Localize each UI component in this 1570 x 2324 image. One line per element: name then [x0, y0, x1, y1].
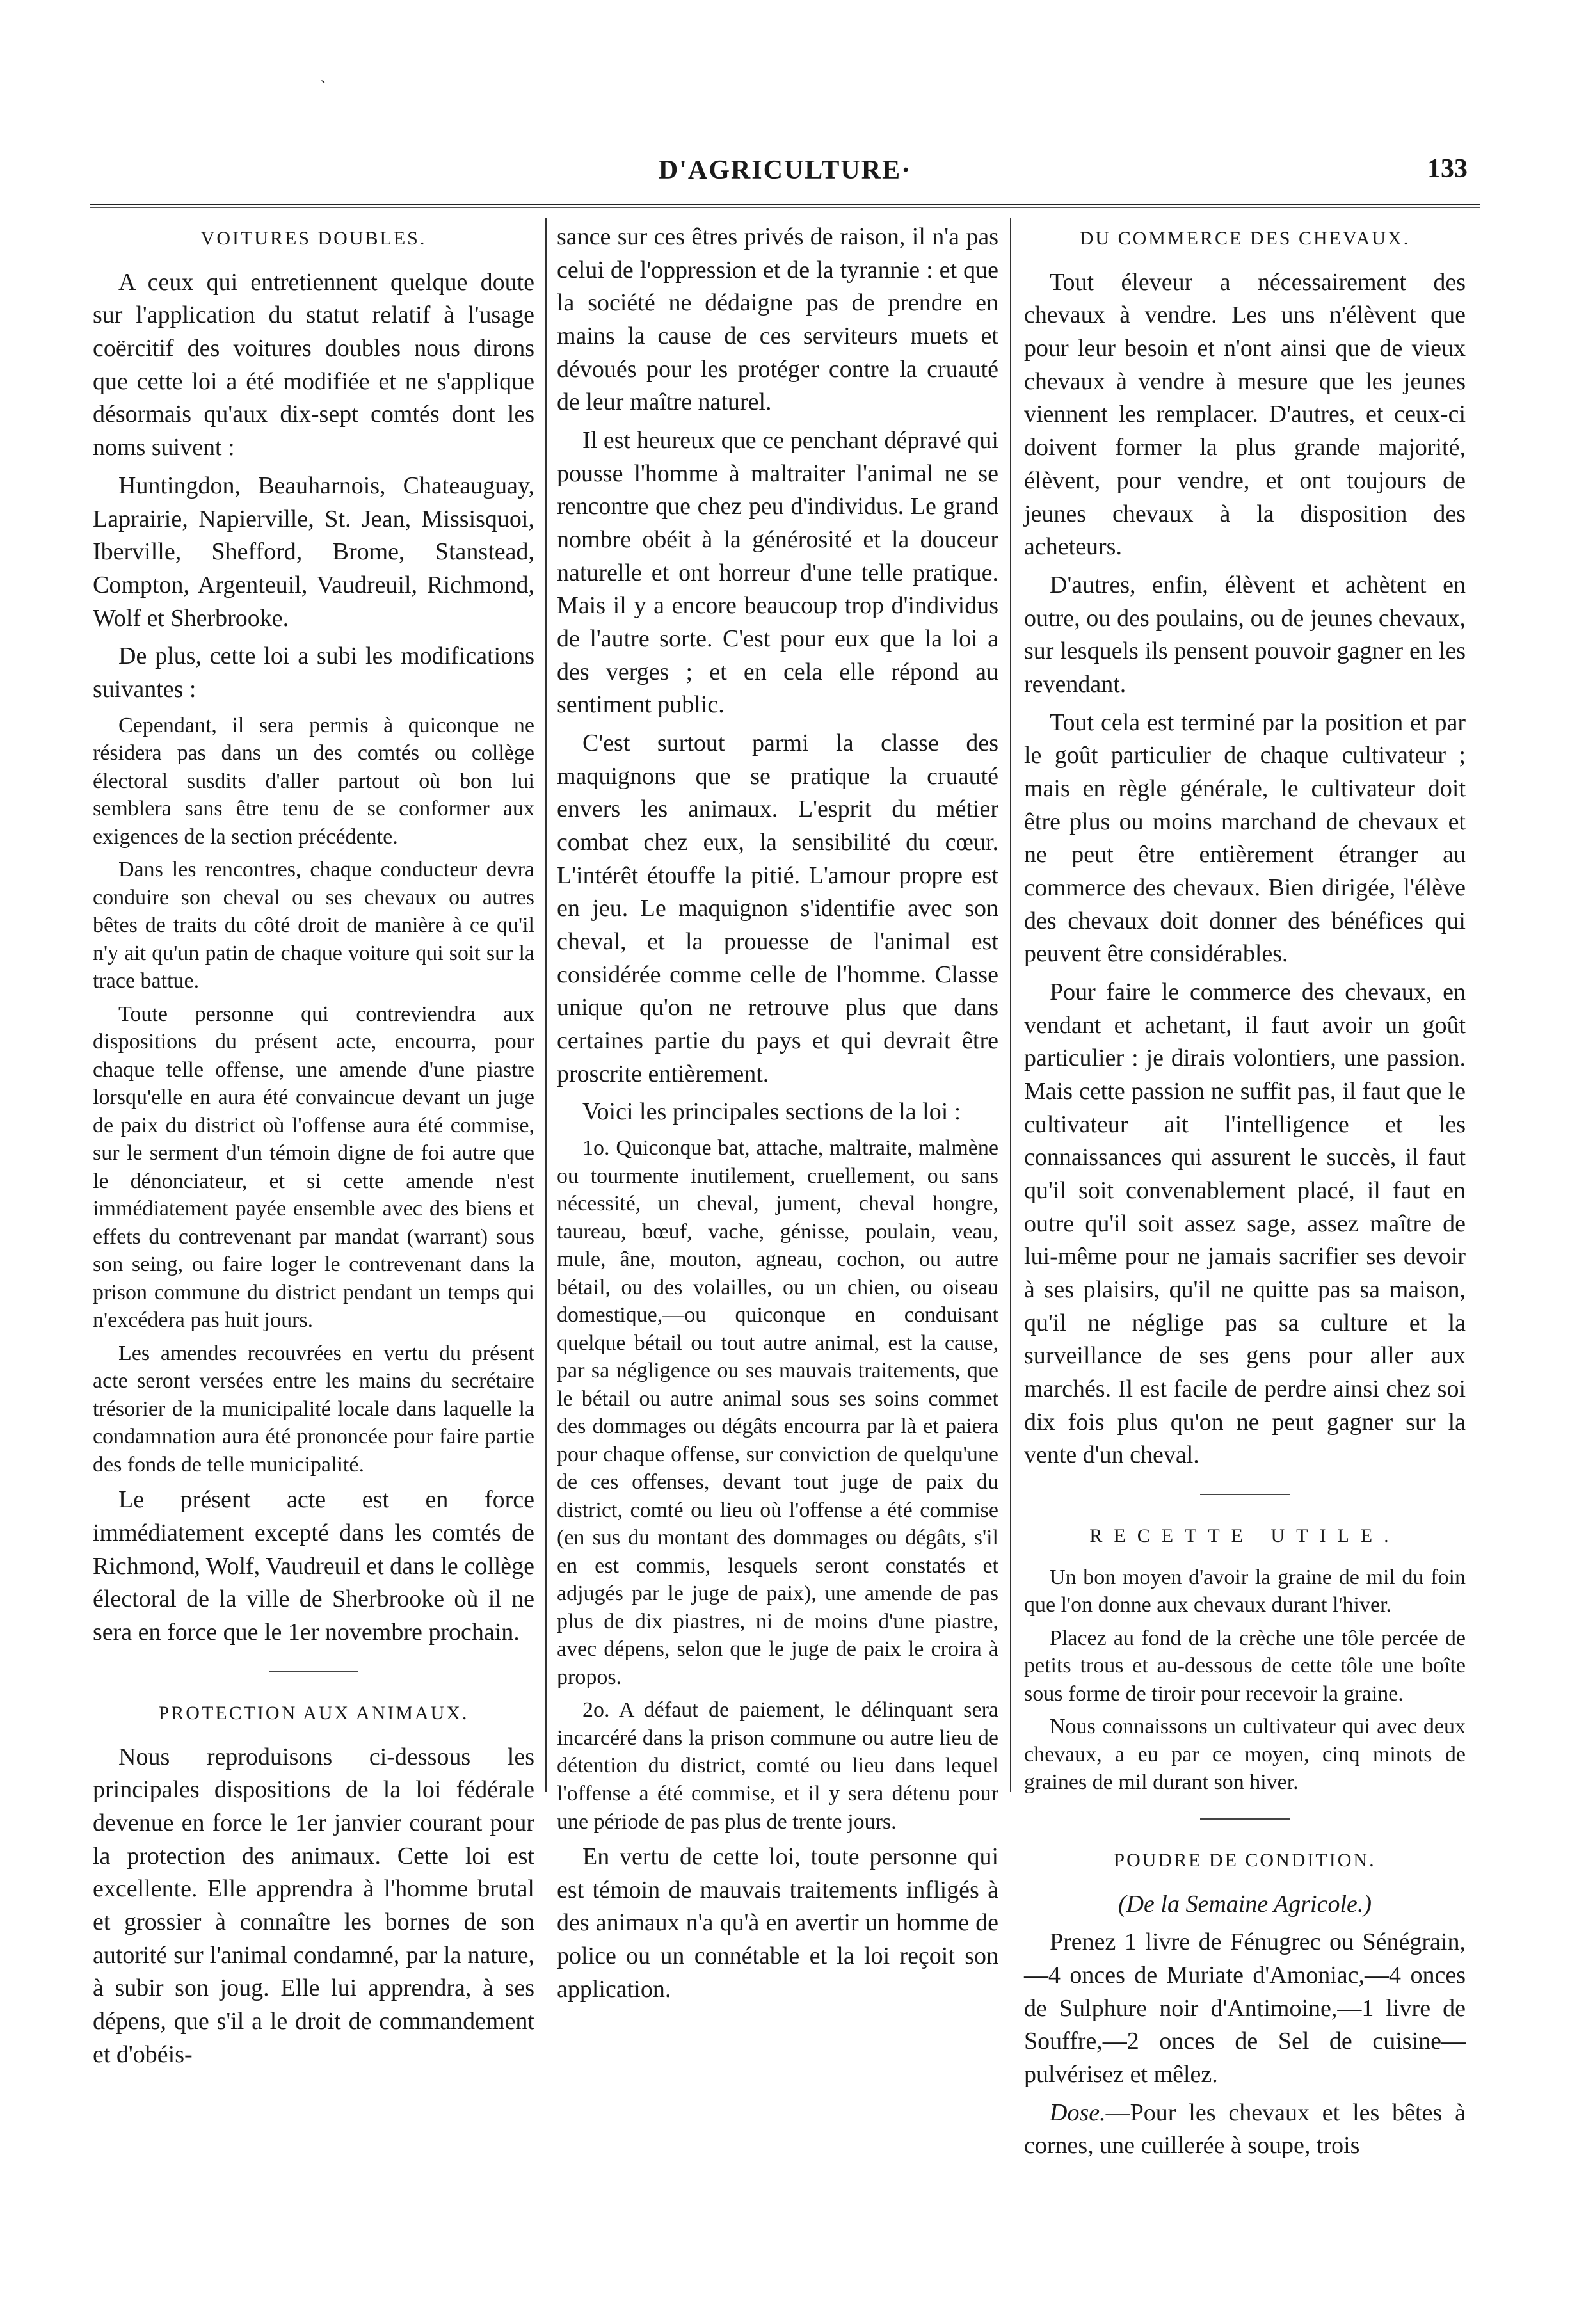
paragraph: sance sur ces êtres privés de raison, il n'a pas celui de l'oppression et de la tyrannie : et que la société ne dédaigne pas de prendre en mains la cause de ces serviteurs muets et dévoués pour les protéger contre la cruauté de leur maître naturel.	[557, 223, 998, 416]
column-divider	[545, 218, 547, 1792]
paragraph: Il est heureux que ce penchant dépravé qui pousse l'homme à maltraiter l'animal ne se rencontre que chez peu d'individus. Le grand nombre obéit à la générosité et la douceur naturelle et ont horreur d'une telle pratique. Mais il y a encore beaucoup trop d'individus de l'autre sorte. C'est pour eux que la loi a des verges ; et en cela elle répond au sentiment public.	[557, 427, 998, 719]
page-number: 133	[1427, 154, 1468, 184]
column-1	[93, 221, 534, 2076]
paragraph: Voici les principales sections de la loi :	[582, 1098, 961, 1126]
article-title-commerce: DU COMMERCE DES CHEVAUX.	[1079, 228, 1411, 249]
running-title: D'AGRICULTURE·	[658, 156, 912, 185]
column-2	[557, 221, 998, 2011]
paragraph: Prenez 1 livre de Fénugrec ou Sénégrain,—4 onces de Muriate d'Amoniac,—4 onces de Sulphure noir d'Antimoine,—1 livre de Souffre,—2 onces de Sel de cuisine—pulvérisez et mêlez.	[1024, 1928, 1466, 2088]
paragraph: Nous reproduisons ci-dessous les principales dispositions de la loi fédérale devenue en force le 1er janvier courant pour la protection des animaux. Cette loi est excellente. Elle apprendra à l'homme brutal et grossier à connaître les bornes de son autorité sur l'animal condamné, par la nature, à subir son joug. Elle lui apprendra, à ses dépens, que s'il a le droit de commandement et d'obéis-	[93, 1743, 534, 2068]
paragraph: Pour faire le commerce des chevaux, en vendant et achetant, il faut avoir un goût particulier : je dirais volontiers, une passion. Mais cette passion ne suffit pas, il faut que le cultivateur ait l'intelligence et les connaissances qui assurent le succès, il faut qu'il soit convenablement placé, il faut en outre qu'il soit assez sage, assez maître de lui-même pour ne jamais sacrifier ses devoir à ses plaisirs, qu'il ne quitte pas sa maison, qu'il ne néglige pas sa culture et la surveillance de ses gens pour aller aux marchés. Il est facile de perdre ainsi chez soi dix fois plus qu'on ne peut gagner sur la vente d'un cheval.	[1024, 978, 1466, 1469]
paragraph: De plus, cette loi a subi les modifications suivantes :	[93, 643, 534, 703]
paragraph: Huntingdon, Beauharnois, Chateauguay, Laprairie, Napierville, St. Jean, Missisquoi, Iberville, Shefford, Brome, Stanstead, Compton, Argenteuil, Vaudreuil, Richmond, Wolf et Sherbrooke.	[93, 472, 534, 632]
paragraph: C'est surtout parmi la classe des maquignons que se pratique la cruauté envers les animaux. L'esprit du métier combat chez eux, la sensibilité du cœur. L'intérêt étouffe la pitié. L'amour propre est en jeu. Le maquignon s'identifie avec son cheval, et la prouesse de l'animal est considérée comme celle de l'homme. Classe unique qu'on ne retrouve plus que dans certaines partie du pays et qui devrait être proscrite entièrement.	[557, 730, 998, 1087]
article-title-poudre: POUDRE DE CONDITION.	[1114, 1849, 1376, 1871]
paragraph: D'autres, enfin, élèvent et achètent en outre, ou des poulains, ou de jeunes chevaux, sur lesquels ils pensent pouvoir gagner en les revendant.	[1024, 571, 1466, 698]
article-title-recette: RECETTE UTILE.	[1089, 1525, 1400, 1546]
dose-text: —Pour les chevaux et les bêtes à cornes, une cuillerée à soupe, trois	[1024, 2099, 1466, 2160]
paragraph: Le présent acte est en force immédiatement excepté dans les comtés de Richmond, Wolf, Vaudreuil et dans le collège électoral de la ville de Sherbrooke où il ne sera en force que le 1er novembre prochain.	[93, 1486, 534, 1646]
dose-label: Dose.	[1050, 2099, 1106, 2126]
article-title-protection: PROTECTION AUX ANIMAUX.	[158, 1702, 469, 1724]
column-3	[1024, 221, 1466, 2168]
paragraph: Cependant, il sera permis à quiconque ne résidera pas dans un des comtés ou collège électoral susdits d'aller partout où bon lui semblera sans être tenu de se conformer aux exigences de la section précédente.	[93, 713, 534, 849]
paragraph: 1o. Quiconque bat, attache, maltraite, malmène ou tourmente inutilement, cruellement, ou sans nécessité, un cheval, jument, cheval hongre, taureau, bœuf, vache, génisse, poulain, veau, mule, âne, mouton, agneau, cochon, ou autre bétail, ou des volailles, ou un chien, ou oiseau domestique,—ou quiconque en conduisant quelque bétail ou tout autre animal, est la cause, par sa négligence ou ses mauvais traitements, que le bétail ou autre animal sous ses soins commet des dommages ou dégâts encourra par là et paiera pour chaque offense, sur conviction de quelqu'une de ces offenses, devant tout juge de paix du district, comté ou lieu où l'offense a été commise (en sus du montant des dommages ou dégâts, s'il en est commis, lesquels seront constatés et adjugés par le juge de paix), une amende de pas plus de dix piastres, ni de moins d'une piastre, avec dépens, selon que le juge de paix le croira à propos.	[557, 1136, 998, 1689]
paragraph: Toute personne qui contreviendra aux dispositions du présent acte, encourra, pour chaque telle offense, une amende d'une piastre lorsqu'elle en aura été convaincue devant un juge de paix du district où l'offense aura été commise, sur le serment d'un témoin digne de foi autre que le dénonciateur, et si cette amende n'est immédiatement payée ensemble avec des biens et effets du contrevenant par mandat (warrant) sous son seing, ou faire loger le contrevenant dans la prison commune du district pendant un temps qui n'excédera pas huit jours.	[93, 1002, 534, 1333]
stray-mark: `	[320, 77, 326, 98]
paragraph: Un bon moyen d'avoir la graine de mil du foin que l'on donne aux chevaux durant l'hiver.	[1024, 1565, 1466, 1617]
paragraph: Tout cela est terminé par la position et par le goût particulier de chaque cultivateur ; mais en règle générale, le cultivateur doit être plus ou moins marchand de chevaux et ne peut être entièrement étranger au commerce des chevaux. Bien dirigée, l'élève des chevaux doit donner des bénéfices qui peuvent être considérables.	[1024, 709, 1466, 968]
paragraph: Nous connaissons un cultivateur qui avec deux chevaux, a eu par ce moyen, cinq minots de graines de mil durant son hiver.	[1024, 1715, 1466, 1795]
section-separator	[269, 1671, 358, 1672]
page-header	[90, 148, 1480, 193]
paragraph-dose	[1024, 2097, 1466, 2163]
paragraph: Les amendes recouvrées en vertu du présent acte seront versées entre les mains du secrétaire trésorier de la municipalité locale dans laquelle la condamnation aura été prononcée pour faire partie des fonds de telle municipalité.	[93, 1341, 534, 1477]
paragraph: A ceux qui entretiennent quelque doute sur l'application du statut relatif à l'usage coërcitif des voitures doubles nous dirons que cette loi a été modifiée et ne s'applique désormais qu'aux dix-sept comtés dont les noms suivent :	[93, 268, 534, 461]
paragraph: Tout éleveur a nécessairement des chevaux à vendre. Les uns n'élèvent que pour leur besoin et n'ont ainsi que de vieux chevaux à vendre à mesure que les jeunes viennent les remplacer. D'autres, et ceux-ci doivent former la plus grande majorité, élèvent, pour vendre, et ont toujours de jeunes chevaux à la disposition des acheteurs.	[1024, 268, 1466, 561]
paragraph: En vertu de cette loi, toute personne qui est témoin de mauvais traitements infligés à des animaux n'a qu'à en avertir un homme de police ou un connétable et la loi reçoit son application.	[557, 1843, 998, 2003]
section-separator	[1200, 1818, 1290, 1820]
column-divider	[1010, 218, 1011, 1792]
paragraph: Dans les rencontres, chaque conducteur devra conduire son cheval ou ses chevaux ou autres bêtes de traits du côté droit de manière à ce qu'il n'y ait qu'un patin de chaque voiture qui soit sur la trace battue.	[93, 858, 534, 993]
paragraph: 2o. A défaut de paiement, le délinquant sera incarcéré dans la prison commune ou autre lieu de détention du district, comté ou lieu dans lequel l'offense a été commise, et il y sera détenu pour une période de pas plus de trente jours.	[557, 1698, 998, 1834]
article-title-voitures: VOITURES DOUBLES.	[200, 228, 427, 249]
article-source: (De la Semaine Agricole.)	[1117, 1890, 1372, 1918]
paragraph: Placez au fond de la crèche une tôle percée de petits trous et au-dessous de cette tôle une boîte sous forme de tiroir pour recevoir la graine.	[1024, 1626, 1466, 1706]
section-separator	[1200, 1494, 1290, 1495]
header-rule	[90, 204, 1480, 208]
